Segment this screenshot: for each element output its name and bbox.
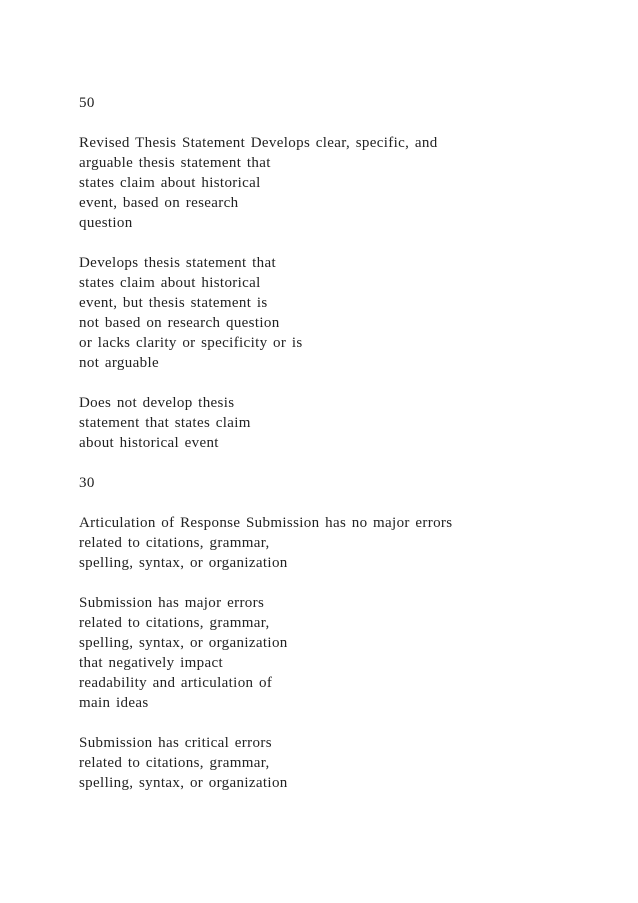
text-line: states claim about historical [79, 175, 261, 191]
text-line: not arguable [79, 355, 159, 371]
text-line: Submission has major errors [79, 595, 265, 611]
text-line: not based on research question [79, 315, 280, 331]
text-line: Revised Thesis Statement Develops clear, specific, and [79, 135, 438, 151]
text-line: Does not develop thesis [79, 395, 235, 411]
text-line: related to citations, grammar, [79, 615, 270, 631]
criterion-articulation-critical-errors [79, 733, 599, 793]
points-value-50 [79, 93, 599, 113]
text-line: readability and articulation of [79, 675, 273, 691]
criterion-thesis-missing [79, 393, 599, 453]
text-line: event, based on research [79, 195, 239, 211]
points-value-30 [79, 473, 599, 493]
text-line: about historical event [79, 435, 219, 451]
criterion-articulation-exemplary [79, 513, 599, 573]
text-line: event, but thesis statement is [79, 295, 268, 311]
text-line: Articulation of Response Submission has no major errors [79, 515, 453, 531]
text-line: states claim about historical [79, 275, 261, 291]
text-line: 50 [79, 95, 95, 111]
text-line: statement that states claim [79, 415, 251, 431]
text-line: arguable thesis statement that [79, 155, 271, 171]
document-body [79, 93, 599, 813]
text-line: or lacks clarity or specificity or is [79, 335, 303, 351]
text-line: related to citations, grammar, [79, 755, 270, 771]
text-line: 30 [79, 475, 95, 491]
text-line: Develops thesis statement that [79, 255, 277, 271]
text-line: main ideas [79, 695, 149, 711]
text-line: spelling, syntax, or organization [79, 635, 288, 651]
text-line: question [79, 215, 133, 231]
criterion-thesis-exemplary [79, 133, 599, 233]
criterion-articulation-major-errors [79, 593, 599, 713]
text-line: spelling, syntax, or organization [79, 555, 288, 571]
text-line: related to citations, grammar, [79, 535, 270, 551]
text-line: spelling, syntax, or organization [79, 775, 288, 791]
text-line: Submission has critical errors [79, 735, 272, 751]
text-line: that negatively impact [79, 655, 223, 671]
criterion-thesis-partial [79, 253, 599, 373]
